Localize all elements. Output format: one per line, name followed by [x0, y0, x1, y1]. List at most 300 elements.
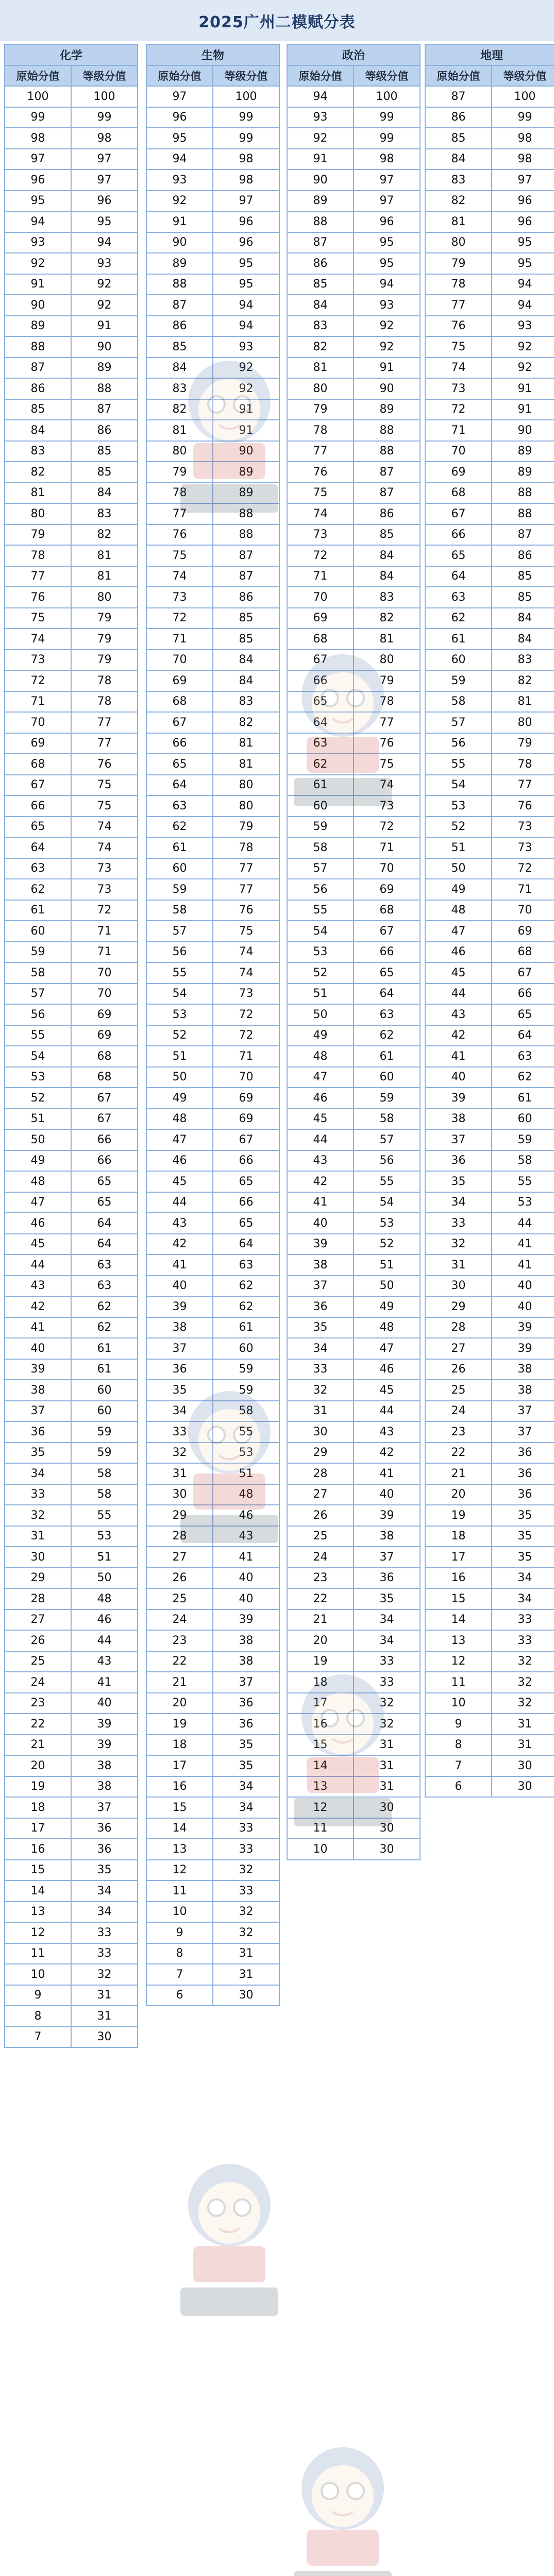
table-row	[146, 483, 279, 504]
level-score-cell: 65	[71, 1192, 138, 1213]
level-score-cell: 38	[492, 1380, 554, 1401]
level-score-cell: 81	[71, 545, 138, 566]
table-row	[287, 900, 420, 921]
raw-score-cell: 63	[146, 795, 213, 817]
raw-score-cell: 59	[287, 817, 354, 838]
raw-score-cell: 16	[425, 1568, 492, 1589]
level-score-cell: 46	[71, 1609, 138, 1631]
level-score-cell: 43	[354, 1421, 420, 1443]
level-score-cell: 51	[71, 1547, 138, 1568]
table-row	[425, 1338, 554, 1359]
table-row	[146, 399, 279, 420]
table-row	[146, 191, 279, 212]
raw-score-cell: 64	[287, 712, 354, 733]
raw-score-cell: 75	[146, 545, 213, 566]
table-row	[146, 441, 279, 462]
raw-score-cell: 38	[287, 1255, 354, 1276]
raw-score-cell: 18	[425, 1526, 492, 1547]
table-row	[5, 962, 138, 984]
level-score-cell: 79	[71, 650, 138, 671]
raw-score-cell: 8	[425, 1735, 492, 1756]
table-row	[425, 1317, 554, 1338]
table-row	[146, 1129, 279, 1150]
raw-score-cell: 34	[287, 1338, 354, 1359]
raw-score-cell: 82	[287, 336, 354, 358]
table-row	[425, 837, 554, 858]
level-score-cell: 95	[492, 232, 554, 253]
table-row	[425, 170, 554, 191]
level-score-cell: 79	[71, 629, 138, 650]
level-score-cell: 68	[71, 1046, 138, 1067]
score-table-3	[287, 44, 421, 1860]
raw-score-cell: 9	[5, 1985, 71, 2006]
level-score-cell: 34	[213, 1797, 279, 1818]
raw-score-cell: 92	[5, 253, 71, 274]
table-row	[425, 1171, 554, 1192]
level-score-cell: 53	[354, 1213, 420, 1234]
raw-score-cell: 17	[425, 1547, 492, 1568]
level-score-cell: 92	[492, 358, 554, 379]
raw-score-cell: 69	[425, 462, 492, 483]
level-score-cell: 60	[354, 1067, 420, 1088]
table-row	[5, 837, 138, 858]
raw-score-cell: 69	[5, 733, 71, 754]
level-score-cell: 64	[71, 1213, 138, 1234]
raw-score-cell: 48	[146, 1109, 213, 1130]
table-row	[146, 1588, 279, 1609]
table-row	[425, 754, 554, 775]
level-score-cell: 36	[71, 1839, 138, 1860]
level-score-cell: 65	[213, 1171, 279, 1192]
level-score-cell: 49	[354, 1296, 420, 1317]
raw-score-cell: 100	[5, 86, 71, 107]
level-score-cell: 66	[213, 1150, 279, 1172]
level-score-cell: 93	[492, 316, 554, 337]
table-row	[5, 1088, 138, 1109]
raw-score-cell: 86	[287, 253, 354, 274]
table-row	[146, 1088, 279, 1109]
table-row	[425, 1443, 554, 1464]
table-row	[425, 107, 554, 128]
table-row	[5, 1317, 138, 1338]
table-row	[287, 942, 420, 963]
table-row	[5, 629, 138, 650]
level-score-cell: 95	[71, 211, 138, 232]
level-score-cell: 77	[354, 712, 420, 733]
level-score-cell: 70	[492, 900, 554, 921]
level-score-cell: 34	[492, 1568, 554, 1589]
table-row	[5, 1380, 138, 1401]
raw-score-cell: 20	[287, 1630, 354, 1651]
raw-score-cell: 11	[146, 1880, 213, 1902]
table-row	[146, 1651, 279, 1672]
table-row	[287, 191, 420, 212]
table-row	[5, 1922, 138, 1943]
table-row	[287, 1296, 420, 1317]
table-row	[287, 336, 420, 358]
raw-score-cell: 31	[146, 1463, 213, 1484]
level-score-cell: 98	[492, 149, 554, 170]
level-score-cell: 59	[71, 1443, 138, 1464]
table-row	[287, 1338, 420, 1359]
level-score-cell: 89	[71, 358, 138, 379]
level-score-cell: 72	[354, 817, 420, 838]
table-row	[5, 670, 138, 691]
raw-score-cell: 24	[5, 1672, 71, 1693]
table-row	[287, 837, 420, 858]
raw-score-cell: 13	[287, 1776, 354, 1798]
raw-score-cell: 55	[146, 962, 213, 984]
raw-score-cell: 27	[425, 1338, 492, 1359]
table-row	[146, 1568, 279, 1589]
level-score-cell: 80	[354, 650, 420, 671]
table-row	[287, 587, 420, 608]
table-row	[425, 462, 554, 483]
level-score-cell: 95	[213, 274, 279, 295]
table-row	[425, 336, 554, 358]
level-score-cell: 70	[71, 984, 138, 1005]
level-score-cell: 55	[71, 1505, 138, 1526]
raw-score-cell: 54	[5, 1046, 71, 1067]
level-score-cell: 78	[213, 837, 279, 858]
table-row	[5, 900, 138, 921]
table-row	[5, 191, 138, 212]
table-row	[146, 274, 279, 295]
level-score-cell: 34	[71, 1902, 138, 1923]
level-score-cell: 30	[492, 1776, 554, 1798]
level-score-cell: 60	[492, 1109, 554, 1130]
table-row	[146, 691, 279, 713]
raw-score-cell: 86	[425, 107, 492, 128]
raw-score-cell: 25	[146, 1588, 213, 1609]
level-score-cell: 39	[492, 1317, 554, 1338]
table-row	[5, 1171, 138, 1192]
raw-score-cell: 19	[287, 1651, 354, 1672]
level-score-cell: 80	[71, 587, 138, 608]
raw-score-cell: 44	[425, 984, 492, 1005]
table-row	[425, 1150, 554, 1172]
level-score-cell: 33	[71, 1922, 138, 1943]
level-score-cell: 59	[354, 1088, 420, 1109]
table-row	[5, 1255, 138, 1276]
level-score-cell: 36	[354, 1568, 420, 1589]
raw-score-cell: 26	[146, 1568, 213, 1589]
level-score-cell: 68	[492, 942, 554, 963]
table-row	[5, 1693, 138, 1714]
raw-score-cell: 68	[146, 691, 213, 713]
level-score-cell: 37	[71, 1797, 138, 1818]
table-row	[287, 1234, 420, 1255]
raw-score-cell: 38	[5, 1380, 71, 1401]
level-score-cell: 71	[354, 837, 420, 858]
table-row	[425, 650, 554, 671]
raw-score-cell: 77	[287, 441, 354, 462]
subject-header: 生物	[146, 44, 279, 65]
raw-score-cell: 36	[425, 1150, 492, 1172]
table-row	[146, 86, 279, 107]
raw-score-cell: 25	[425, 1380, 492, 1401]
level-score-cell: 94	[354, 274, 420, 295]
level-score-cell: 96	[354, 211, 420, 232]
raw-score-cell: 58	[287, 837, 354, 858]
raw-score-cell: 61	[146, 837, 213, 858]
table-row	[425, 274, 554, 295]
level-score-cell: 98	[71, 128, 138, 149]
table-row	[425, 1213, 554, 1234]
level-score-cell: 87	[354, 483, 420, 504]
table-row	[425, 1129, 554, 1150]
raw-score-cell: 64	[425, 566, 492, 587]
level-score-cell: 41	[213, 1547, 279, 1568]
level-score-cell: 74	[213, 942, 279, 963]
level-score-cell: 38	[492, 1359, 554, 1380]
raw-score-cell: 60	[287, 795, 354, 817]
raw-score-cell: 79	[146, 462, 213, 483]
level-score-cell: 31	[71, 1985, 138, 2006]
level-score-cell: 74	[71, 837, 138, 858]
raw-score-cell: 39	[287, 1234, 354, 1255]
level-score-cell: 34	[354, 1609, 420, 1631]
table-row	[287, 879, 420, 900]
level-score-cell: 69	[213, 1088, 279, 1109]
raw-score-cell: 55	[287, 900, 354, 921]
raw-score-cell: 72	[146, 608, 213, 629]
raw-score-cell: 29	[146, 1505, 213, 1526]
table-row	[5, 1338, 138, 1359]
raw-score-cell: 83	[146, 378, 213, 399]
level-score-cell: 64	[71, 1234, 138, 1255]
level-score-cell: 99	[213, 128, 279, 149]
level-score-cell: 96	[213, 232, 279, 253]
level-score-cell: 67	[213, 1129, 279, 1150]
level-score-cell: 89	[213, 462, 279, 483]
raw-score-cell: 38	[146, 1317, 213, 1338]
level-score-cell: 59	[213, 1359, 279, 1380]
raw-score-cell: 96	[5, 170, 71, 191]
table-row	[425, 1088, 554, 1109]
table-row	[5, 921, 138, 942]
raw-score-cell: 14	[287, 1755, 354, 1776]
raw-score-cell: 43	[425, 1004, 492, 1025]
raw-score-cell: 36	[287, 1296, 354, 1317]
table-row	[287, 316, 420, 337]
raw-score-cell: 75	[5, 608, 71, 629]
level-score-cell: 87	[213, 545, 279, 566]
raw-score-cell: 72	[5, 670, 71, 691]
level-score-cell: 80	[213, 775, 279, 796]
level-score-cell: 73	[354, 795, 420, 817]
raw-score-cell: 22	[146, 1651, 213, 1672]
table-row	[425, 691, 554, 713]
level-score-cell: 89	[492, 462, 554, 483]
level-score-cell: 32	[71, 1964, 138, 1985]
table-row	[5, 441, 138, 462]
raw-score-cell: 62	[425, 608, 492, 629]
raw-score-cell: 61	[287, 775, 354, 796]
table-row	[146, 1630, 279, 1651]
level-score-cell: 42	[354, 1443, 420, 1464]
raw-score-cell: 93	[5, 232, 71, 253]
raw-score-cell: 55	[425, 754, 492, 775]
table-row	[5, 587, 138, 608]
raw-score-cell: 60	[146, 858, 213, 879]
table-row	[5, 1818, 138, 1839]
table-row	[146, 1672, 279, 1693]
raw-score-cell: 69	[287, 608, 354, 629]
raw-score-cell: 49	[287, 1025, 354, 1046]
raw-score-cell: 17	[146, 1755, 213, 1776]
raw-score-cell: 13	[425, 1630, 492, 1651]
level-score-cell: 84	[71, 483, 138, 504]
level-score-cell: 75	[71, 775, 138, 796]
level-score-cell: 85	[492, 587, 554, 608]
raw-score-cell: 66	[146, 733, 213, 754]
level-score-cell: 90	[71, 336, 138, 358]
table-row	[146, 900, 279, 921]
table-row	[425, 984, 554, 1005]
level-score-cell: 92	[213, 378, 279, 399]
level-score-cell: 87	[354, 462, 420, 483]
table-row	[425, 566, 554, 587]
raw-score-cell: 71	[5, 691, 71, 713]
raw-score-cell: 65	[425, 545, 492, 566]
table-row	[146, 1922, 279, 1943]
table-row	[146, 817, 279, 838]
raw-score-cell: 11	[425, 1672, 492, 1693]
table-row	[146, 1171, 279, 1192]
table-row	[425, 587, 554, 608]
raw-score-cell: 33	[287, 1359, 354, 1380]
raw-score-cell: 85	[5, 399, 71, 420]
level-score-cell: 67	[492, 962, 554, 984]
level-score-cell: 72	[492, 858, 554, 879]
raw-score-cell: 59	[425, 670, 492, 691]
table-row	[287, 170, 420, 191]
raw-score-cell: 8	[146, 1943, 213, 1964]
level-score-cell: 36	[71, 1818, 138, 1839]
level-score-cell: 84	[213, 670, 279, 691]
raw-score-cell: 42	[146, 1234, 213, 1255]
raw-score-cell: 45	[146, 1171, 213, 1192]
level-score-cell: 76	[213, 900, 279, 921]
level-score-cell: 94	[492, 295, 554, 316]
raw-score-cell: 85	[425, 128, 492, 149]
raw-score-cell: 44	[287, 1129, 354, 1150]
table-row	[146, 921, 279, 942]
level-score-cell: 83	[492, 650, 554, 671]
table-row	[146, 795, 279, 817]
level-score-cell: 61	[71, 1338, 138, 1359]
table-row	[5, 1234, 138, 1255]
table-row	[5, 1443, 138, 1464]
level-score-cell: 58	[71, 1463, 138, 1484]
raw-score-cell: 74	[5, 629, 71, 650]
raw-score-cell: 30	[5, 1547, 71, 1568]
level-score-cell: 83	[71, 503, 138, 524]
table-row	[5, 358, 138, 379]
raw-score-cell: 22	[5, 1714, 71, 1735]
table-row	[287, 441, 420, 462]
table-row	[146, 984, 279, 1005]
level-score-header: 等级分值	[71, 65, 138, 87]
level-score-cell: 74	[213, 962, 279, 984]
level-score-cell: 88	[213, 503, 279, 524]
table-row	[5, 566, 138, 587]
table-row	[425, 1735, 554, 1756]
raw-score-cell: 80	[287, 378, 354, 399]
table-row	[287, 378, 420, 399]
raw-score-cell: 50	[146, 1067, 213, 1088]
level-score-cell: 76	[71, 754, 138, 775]
raw-score-cell: 47	[287, 1067, 354, 1088]
table-row	[287, 1255, 420, 1276]
raw-score-cell: 32	[5, 1505, 71, 1526]
table-row	[425, 1025, 554, 1046]
table-row	[287, 1067, 420, 1088]
level-score-cell: 58	[354, 1109, 420, 1130]
table-row	[425, 900, 554, 921]
raw-score-cell: 10	[146, 1902, 213, 1923]
level-score-cell: 47	[354, 1338, 420, 1359]
raw-score-cell: 62	[5, 879, 71, 900]
table-row	[146, 1880, 279, 1902]
table-row	[5, 817, 138, 838]
table-row	[5, 483, 138, 504]
table-row	[146, 775, 279, 796]
raw-score-cell: 25	[287, 1526, 354, 1547]
raw-score-cell: 31	[5, 1526, 71, 1547]
raw-score-cell: 96	[146, 107, 213, 128]
level-score-cell: 34	[492, 1588, 554, 1609]
raw-score-cell: 85	[146, 336, 213, 358]
table-row	[287, 1109, 420, 1130]
raw-score-cell: 70	[425, 441, 492, 462]
raw-score-cell: 10	[5, 1964, 71, 1985]
level-score-cell: 46	[213, 1505, 279, 1526]
raw-score-cell: 81	[287, 358, 354, 379]
raw-score-cell: 34	[425, 1192, 492, 1213]
level-score-cell: 60	[213, 1338, 279, 1359]
level-score-cell: 48	[213, 1484, 279, 1505]
level-score-cell: 96	[71, 191, 138, 212]
raw-score-cell: 21	[146, 1672, 213, 1693]
raw-score-cell: 34	[5, 1463, 71, 1484]
level-score-cell: 59	[213, 1380, 279, 1401]
table-row	[425, 420, 554, 441]
raw-score-cell: 46	[146, 1150, 213, 1172]
level-score-cell: 33	[492, 1630, 554, 1651]
raw-score-cell: 35	[425, 1171, 492, 1192]
level-score-cell: 88	[492, 483, 554, 504]
level-score-cell: 35	[71, 1860, 138, 1881]
level-score-cell: 38	[71, 1755, 138, 1776]
level-score-cell: 99	[354, 128, 420, 149]
table-row	[425, 1359, 554, 1380]
level-score-cell: 38	[354, 1526, 420, 1547]
table-row	[287, 1421, 420, 1443]
raw-score-header: 原始分值	[287, 65, 354, 87]
table-row	[287, 1672, 420, 1693]
level-score-cell: 73	[492, 817, 554, 838]
table-row	[425, 608, 554, 629]
table-row	[146, 1150, 279, 1172]
table-row	[287, 211, 420, 232]
level-score-cell: 92	[492, 336, 554, 358]
raw-score-cell: 93	[146, 170, 213, 191]
table-row	[5, 1276, 138, 1297]
raw-score-cell: 12	[287, 1797, 354, 1818]
level-score-cell: 41	[354, 1463, 420, 1484]
